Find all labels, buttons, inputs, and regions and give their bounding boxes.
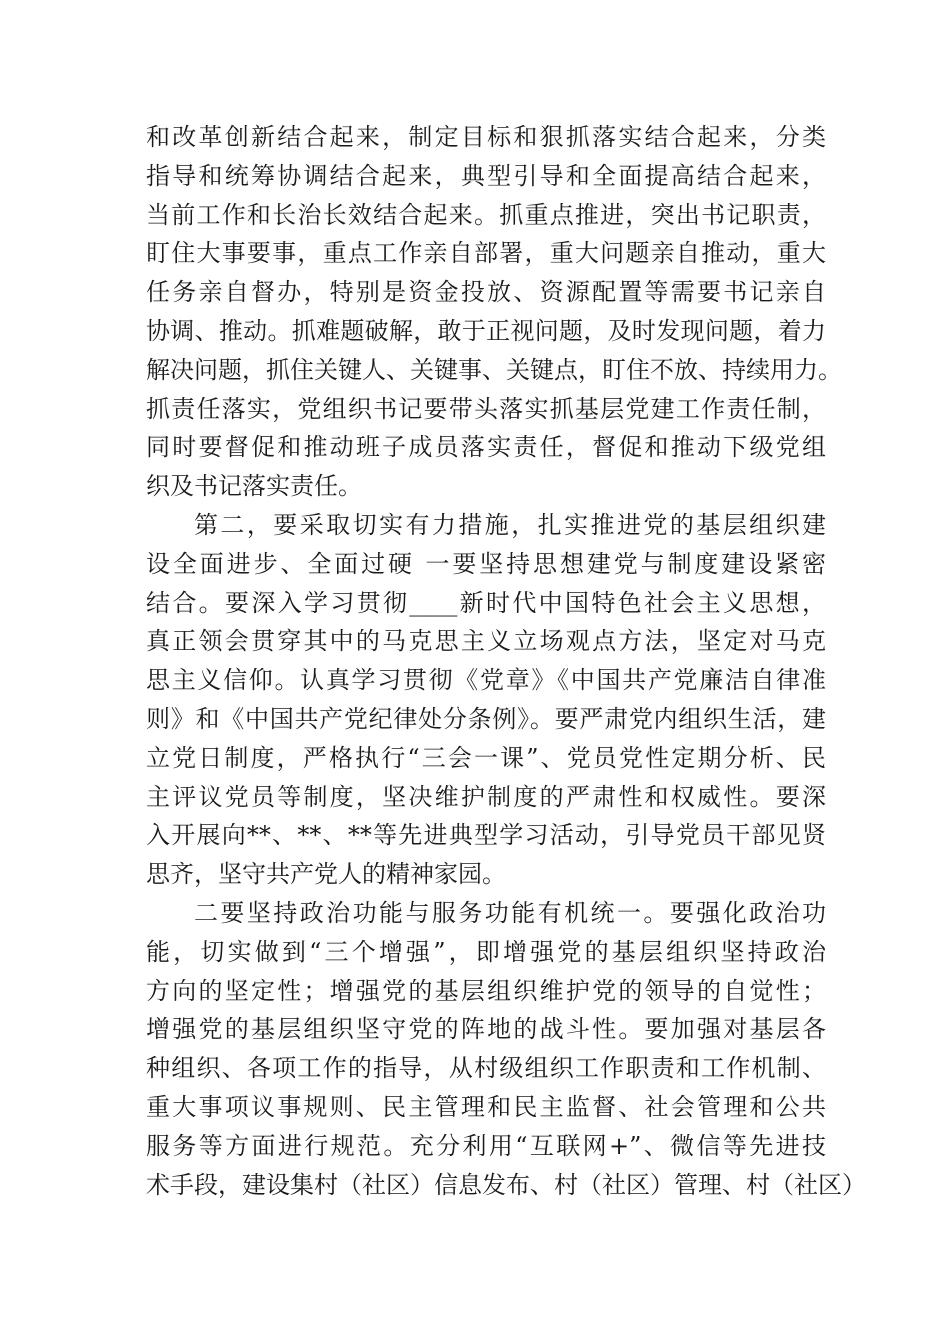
document-body (146, 118, 866, 1204)
text-line: 解决问题，抓住关键人、关键事、关键点，盯住不放、持续用力。 (146, 355, 842, 384)
text-line: 术手段，建设集村（社区）信息发布、村（社区）管理、村（社区） (146, 1170, 866, 1199)
text-line: 立党日制度，严格执行“三会一课”、党员党性定期分析、民 (146, 743, 826, 772)
text-line: 设全面进步、全面过硬 一要坚持思想建党与制度建设紧密 (146, 549, 826, 578)
text-line: 抓责任落实，党组织书记要带头落实抓基层党建工作责任制， (146, 394, 826, 423)
text-line: 入开展向**、**、**等先进典型学习活动，引导党员干部见贤 (146, 821, 826, 850)
text-line: 织及书记落实责任。 (146, 472, 362, 501)
text-line: 真正领会贯穿其中的马克思主义立场观点方法，坚定对马克 (146, 627, 826, 656)
text-line: 种组织、各项工作的指导，从村级组织工作职责和工作机制、 (146, 1054, 826, 1083)
text-line: 同时要督促和推动班子成员落实责任，督促和推动下级党组 (146, 433, 826, 462)
text-line: 主评议党员等制度，坚决维护制度的严肃性和权威性。要深 (146, 782, 826, 811)
text-line: 二要坚持政治功能与服务功能有机统一。要强化政治功 (194, 898, 826, 927)
text-line: 思齐，坚守共产党人的精神家园。 (146, 860, 506, 889)
text-line: 服务等方面进行规范。充分利用“互联网+”、微信等先进技 (146, 1131, 826, 1160)
text-line: 任务亲自督办，特别是资金投放、资源配置等需要书记亲自 (146, 278, 826, 307)
text-line: 协调、推动。抓难题破解，敢于正视问题，及时发现问题，着力 (146, 316, 826, 345)
text-line: 第二，要采取切实有力措施，扎实推进党的基层组织建 (194, 510, 826, 539)
text-line: 思主义信仰。认真学习贯彻《党章》《中国共产党廉洁自律准 (146, 666, 826, 695)
text-line: 重大事项议事规则、民主管理和民主监督、社会管理和公共 (146, 1092, 826, 1121)
text-line: 则》和《中国共产党纪律处分条例》。要严肃党内组织生活，建 (146, 704, 826, 733)
text-line: 方向的坚定性；增强党的基层组织维护党的领导的自觉性； (146, 976, 826, 1005)
text-line: 和改革创新结合起来，制定目标和狠抓落实结合起来，分类 (146, 123, 826, 151)
text-line: 指导和统筹协调结合起来，典型引导和全面提高结合起来， (146, 161, 826, 190)
text-line: 增强党的基层组织坚守党的阵地的战斗性。要加强对基层各 (146, 1015, 826, 1044)
text-line: 能，切实做到“三个增强”，即增强党的基层组织坚持政治 (146, 937, 826, 966)
text-line: 当前工作和长治长效结合起来。抓重点推进，突出书记职责， (146, 200, 826, 229)
text-line: 盯住大事要事，重点工作亲自部署，重大问题亲自推动，重大 (146, 239, 826, 268)
text-line: 结合。要深入学习贯彻____新时代中国特色社会主义思想， (146, 588, 826, 617)
